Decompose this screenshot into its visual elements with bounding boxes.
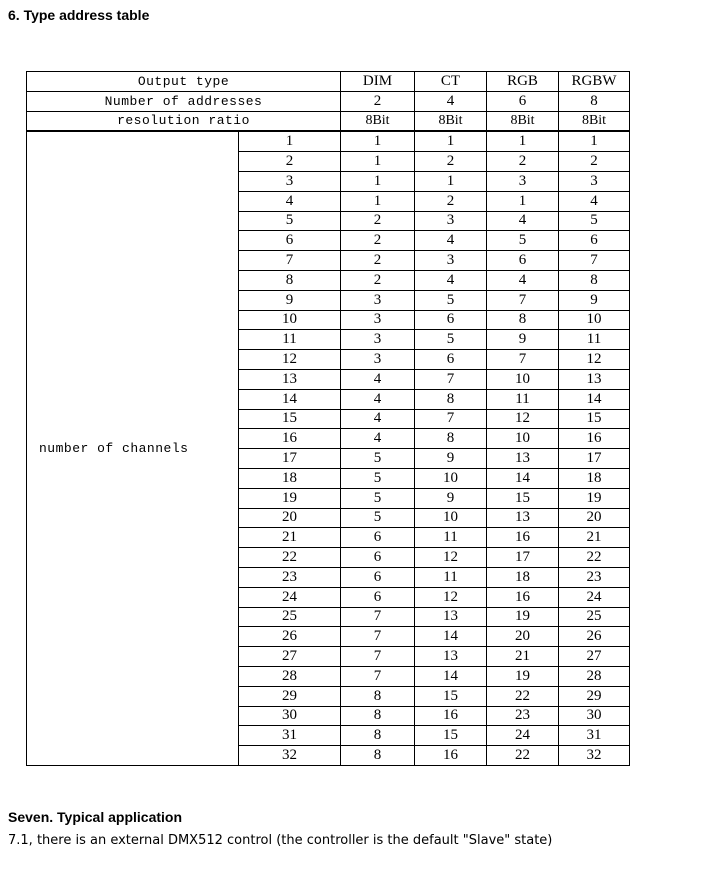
rgb-address: 13 bbox=[487, 449, 559, 469]
rgb-address: 6 bbox=[487, 251, 559, 271]
resolution-rgb: 8Bit bbox=[487, 111, 559, 131]
ct-address: 4 bbox=[415, 231, 487, 251]
rgb-address: 19 bbox=[487, 666, 559, 686]
dim-address: 4 bbox=[341, 409, 415, 429]
ct-address: 1 bbox=[415, 131, 487, 151]
rgbw-address: 16 bbox=[559, 429, 630, 449]
rgb-address: 4 bbox=[487, 211, 559, 231]
ct-address: 4 bbox=[415, 270, 487, 290]
rgb-address: 22 bbox=[487, 746, 559, 766]
rgb-address: 22 bbox=[487, 686, 559, 706]
channel-number: 12 bbox=[239, 350, 341, 370]
ct-address: 7 bbox=[415, 369, 487, 389]
channel-number: 26 bbox=[239, 627, 341, 647]
dim-address: 6 bbox=[341, 567, 415, 587]
channel-number: 15 bbox=[239, 409, 341, 429]
rgb-address: 3 bbox=[487, 171, 559, 191]
ct-address: 13 bbox=[415, 607, 487, 627]
channel-number: 8 bbox=[239, 270, 341, 290]
rgb-address: 10 bbox=[487, 369, 559, 389]
dim-address: 3 bbox=[341, 330, 415, 350]
dim-address: 8 bbox=[341, 686, 415, 706]
rgb-address: 18 bbox=[487, 567, 559, 587]
dim-address: 7 bbox=[341, 627, 415, 647]
type-ct: CT bbox=[415, 72, 487, 92]
rgbw-address: 1 bbox=[559, 131, 630, 151]
rgbw-address: 2 bbox=[559, 152, 630, 172]
dim-address: 5 bbox=[341, 508, 415, 528]
ct-address: 5 bbox=[415, 330, 487, 350]
rgb-address: 4 bbox=[487, 270, 559, 290]
rgbw-address: 31 bbox=[559, 726, 630, 746]
ct-address: 7 bbox=[415, 409, 487, 429]
rgbw-address: 10 bbox=[559, 310, 630, 330]
resolution-ct: 8Bit bbox=[415, 111, 487, 131]
channel-number: 9 bbox=[239, 290, 341, 310]
ct-address: 11 bbox=[415, 567, 487, 587]
dim-address: 8 bbox=[341, 726, 415, 746]
resolution-label: resolution ratio bbox=[27, 111, 341, 131]
dim-address: 2 bbox=[341, 270, 415, 290]
resolution-row bbox=[27, 111, 630, 131]
rgb-address: 9 bbox=[487, 330, 559, 350]
ct-address: 9 bbox=[415, 488, 487, 508]
ct-address: 16 bbox=[415, 746, 487, 766]
channel-number: 2 bbox=[239, 152, 341, 172]
channel-number: 20 bbox=[239, 508, 341, 528]
output-type-row bbox=[27, 72, 630, 92]
addresses-dim: 2 bbox=[341, 91, 415, 111]
ct-address: 11 bbox=[415, 528, 487, 548]
dim-address: 2 bbox=[341, 211, 415, 231]
channel-number: 10 bbox=[239, 310, 341, 330]
dim-address: 4 bbox=[341, 429, 415, 449]
ct-address: 10 bbox=[415, 508, 487, 528]
ct-address: 6 bbox=[415, 350, 487, 370]
rgbw-address: 6 bbox=[559, 231, 630, 251]
resolution-rgbw: 8Bit bbox=[559, 111, 630, 131]
dim-address: 8 bbox=[341, 746, 415, 766]
ct-address: 15 bbox=[415, 726, 487, 746]
channel-number: 24 bbox=[239, 587, 341, 607]
rgb-address: 7 bbox=[487, 350, 559, 370]
dim-address: 2 bbox=[341, 251, 415, 271]
rgbw-address: 11 bbox=[559, 330, 630, 350]
channel-number: 11 bbox=[239, 330, 341, 350]
ct-address: 3 bbox=[415, 251, 487, 271]
rgb-address: 5 bbox=[487, 231, 559, 251]
channel-number: 6 bbox=[239, 231, 341, 251]
dim-address: 8 bbox=[341, 706, 415, 726]
rgbw-address: 15 bbox=[559, 409, 630, 429]
addresses-label: Number of addresses bbox=[27, 91, 341, 111]
channel-number: 27 bbox=[239, 647, 341, 667]
rgbw-address: 9 bbox=[559, 290, 630, 310]
section-7-heading: Seven. Typical application bbox=[8, 809, 183, 825]
rgb-address: 13 bbox=[487, 508, 559, 528]
rgbw-address: 30 bbox=[559, 706, 630, 726]
channel-number: 14 bbox=[239, 389, 341, 409]
output-type-label: Output type bbox=[27, 72, 341, 92]
channel-number: 1 bbox=[239, 131, 341, 151]
dim-address: 3 bbox=[341, 310, 415, 330]
rgbw-address: 14 bbox=[559, 389, 630, 409]
rgb-address: 10 bbox=[487, 429, 559, 449]
dim-address: 7 bbox=[341, 647, 415, 667]
rgb-address: 8 bbox=[487, 310, 559, 330]
channel-number: 30 bbox=[239, 706, 341, 726]
rgbw-address: 18 bbox=[559, 468, 630, 488]
ct-address: 16 bbox=[415, 706, 487, 726]
dim-address: 7 bbox=[341, 607, 415, 627]
dim-address: 6 bbox=[341, 587, 415, 607]
rgbw-address: 17 bbox=[559, 449, 630, 469]
rgb-address: 1 bbox=[487, 131, 559, 151]
dim-address: 1 bbox=[341, 171, 415, 191]
ct-address: 9 bbox=[415, 449, 487, 469]
rgbw-address: 26 bbox=[559, 627, 630, 647]
dim-address: 5 bbox=[341, 449, 415, 469]
ct-address: 2 bbox=[415, 191, 487, 211]
ct-address: 14 bbox=[415, 627, 487, 647]
channel-number: 23 bbox=[239, 567, 341, 587]
addresses-row bbox=[27, 91, 630, 111]
dim-address: 1 bbox=[341, 152, 415, 172]
channel-number: 16 bbox=[239, 429, 341, 449]
ct-address: 5 bbox=[415, 290, 487, 310]
ct-address: 1 bbox=[415, 171, 487, 191]
channel-number: 19 bbox=[239, 488, 341, 508]
table-row bbox=[27, 131, 630, 151]
rgbw-address: 21 bbox=[559, 528, 630, 548]
rgb-address: 20 bbox=[487, 627, 559, 647]
dim-address: 2 bbox=[341, 231, 415, 251]
ct-address: 3 bbox=[415, 211, 487, 231]
rgb-address: 14 bbox=[487, 468, 559, 488]
rgbw-address: 28 bbox=[559, 666, 630, 686]
rgb-address: 16 bbox=[487, 528, 559, 548]
channel-number: 17 bbox=[239, 449, 341, 469]
rgb-address: 21 bbox=[487, 647, 559, 667]
dim-address: 3 bbox=[341, 350, 415, 370]
section-7-text: 7.1, there is an external DMX512 control (the controller is the default "Slave" state) bbox=[8, 833, 553, 848]
type-rgbw: RGBW bbox=[559, 72, 630, 92]
rgbw-address: 5 bbox=[559, 211, 630, 231]
ct-address: 12 bbox=[415, 548, 487, 568]
channel-number: 22 bbox=[239, 548, 341, 568]
type-address-table bbox=[26, 71, 630, 766]
channel-number: 28 bbox=[239, 666, 341, 686]
channel-number: 3 bbox=[239, 171, 341, 191]
rgb-address: 23 bbox=[487, 706, 559, 726]
rgb-address: 2 bbox=[487, 152, 559, 172]
ct-address: 14 bbox=[415, 666, 487, 686]
rgbw-address: 3 bbox=[559, 171, 630, 191]
dim-address: 5 bbox=[341, 488, 415, 508]
dim-address: 4 bbox=[341, 389, 415, 409]
rgb-address: 11 bbox=[487, 389, 559, 409]
ct-address: 8 bbox=[415, 389, 487, 409]
rgb-address: 7 bbox=[487, 290, 559, 310]
rgbw-address: 25 bbox=[559, 607, 630, 627]
dim-address: 3 bbox=[341, 290, 415, 310]
resolution-dim: 8Bit bbox=[341, 111, 415, 131]
rgbw-address: 22 bbox=[559, 548, 630, 568]
rgbw-address: 32 bbox=[559, 746, 630, 766]
channel-number: 4 bbox=[239, 191, 341, 211]
dim-address: 5 bbox=[341, 468, 415, 488]
rgb-address: 24 bbox=[487, 726, 559, 746]
channel-number: 13 bbox=[239, 369, 341, 389]
rgbw-address: 19 bbox=[559, 488, 630, 508]
rgbw-address: 27 bbox=[559, 647, 630, 667]
ct-address: 2 bbox=[415, 152, 487, 172]
rgbw-address: 24 bbox=[559, 587, 630, 607]
addresses-rgb: 6 bbox=[487, 91, 559, 111]
addresses-ct: 4 bbox=[415, 91, 487, 111]
rgbw-address: 20 bbox=[559, 508, 630, 528]
ct-address: 13 bbox=[415, 647, 487, 667]
channel-number: 18 bbox=[239, 468, 341, 488]
rgbw-address: 12 bbox=[559, 350, 630, 370]
dim-address: 6 bbox=[341, 548, 415, 568]
rgbw-address: 8 bbox=[559, 270, 630, 290]
dim-address: 6 bbox=[341, 528, 415, 548]
ct-address: 15 bbox=[415, 686, 487, 706]
channel-number: 32 bbox=[239, 746, 341, 766]
channel-number: 25 bbox=[239, 607, 341, 627]
rgb-address: 17 bbox=[487, 548, 559, 568]
type-dim: DIM bbox=[341, 72, 415, 92]
rgbw-address: 7 bbox=[559, 251, 630, 271]
ct-address: 6 bbox=[415, 310, 487, 330]
section-6-heading: 6. Type address table bbox=[8, 7, 150, 23]
dim-address: 4 bbox=[341, 369, 415, 389]
channel-number: 21 bbox=[239, 528, 341, 548]
rgb-address: 12 bbox=[487, 409, 559, 429]
ct-address: 8 bbox=[415, 429, 487, 449]
addresses-rgbw: 8 bbox=[559, 91, 630, 111]
rgbw-address: 13 bbox=[559, 369, 630, 389]
rgb-address: 15 bbox=[487, 488, 559, 508]
rgbw-address: 23 bbox=[559, 567, 630, 587]
rgbw-address: 29 bbox=[559, 686, 630, 706]
channel-number: 29 bbox=[239, 686, 341, 706]
dim-address: 7 bbox=[341, 666, 415, 686]
dim-address: 1 bbox=[341, 191, 415, 211]
rgb-address: 16 bbox=[487, 587, 559, 607]
rgbw-address: 4 bbox=[559, 191, 630, 211]
ct-address: 10 bbox=[415, 468, 487, 488]
rgb-address: 1 bbox=[487, 191, 559, 211]
type-rgb: RGB bbox=[487, 72, 559, 92]
channel-number: 5 bbox=[239, 211, 341, 231]
channel-number: 7 bbox=[239, 251, 341, 271]
ct-address: 12 bbox=[415, 587, 487, 607]
rgb-address: 19 bbox=[487, 607, 559, 627]
channels-label: number of channels bbox=[27, 131, 239, 765]
channel-number: 31 bbox=[239, 726, 341, 746]
dim-address: 1 bbox=[341, 131, 415, 151]
